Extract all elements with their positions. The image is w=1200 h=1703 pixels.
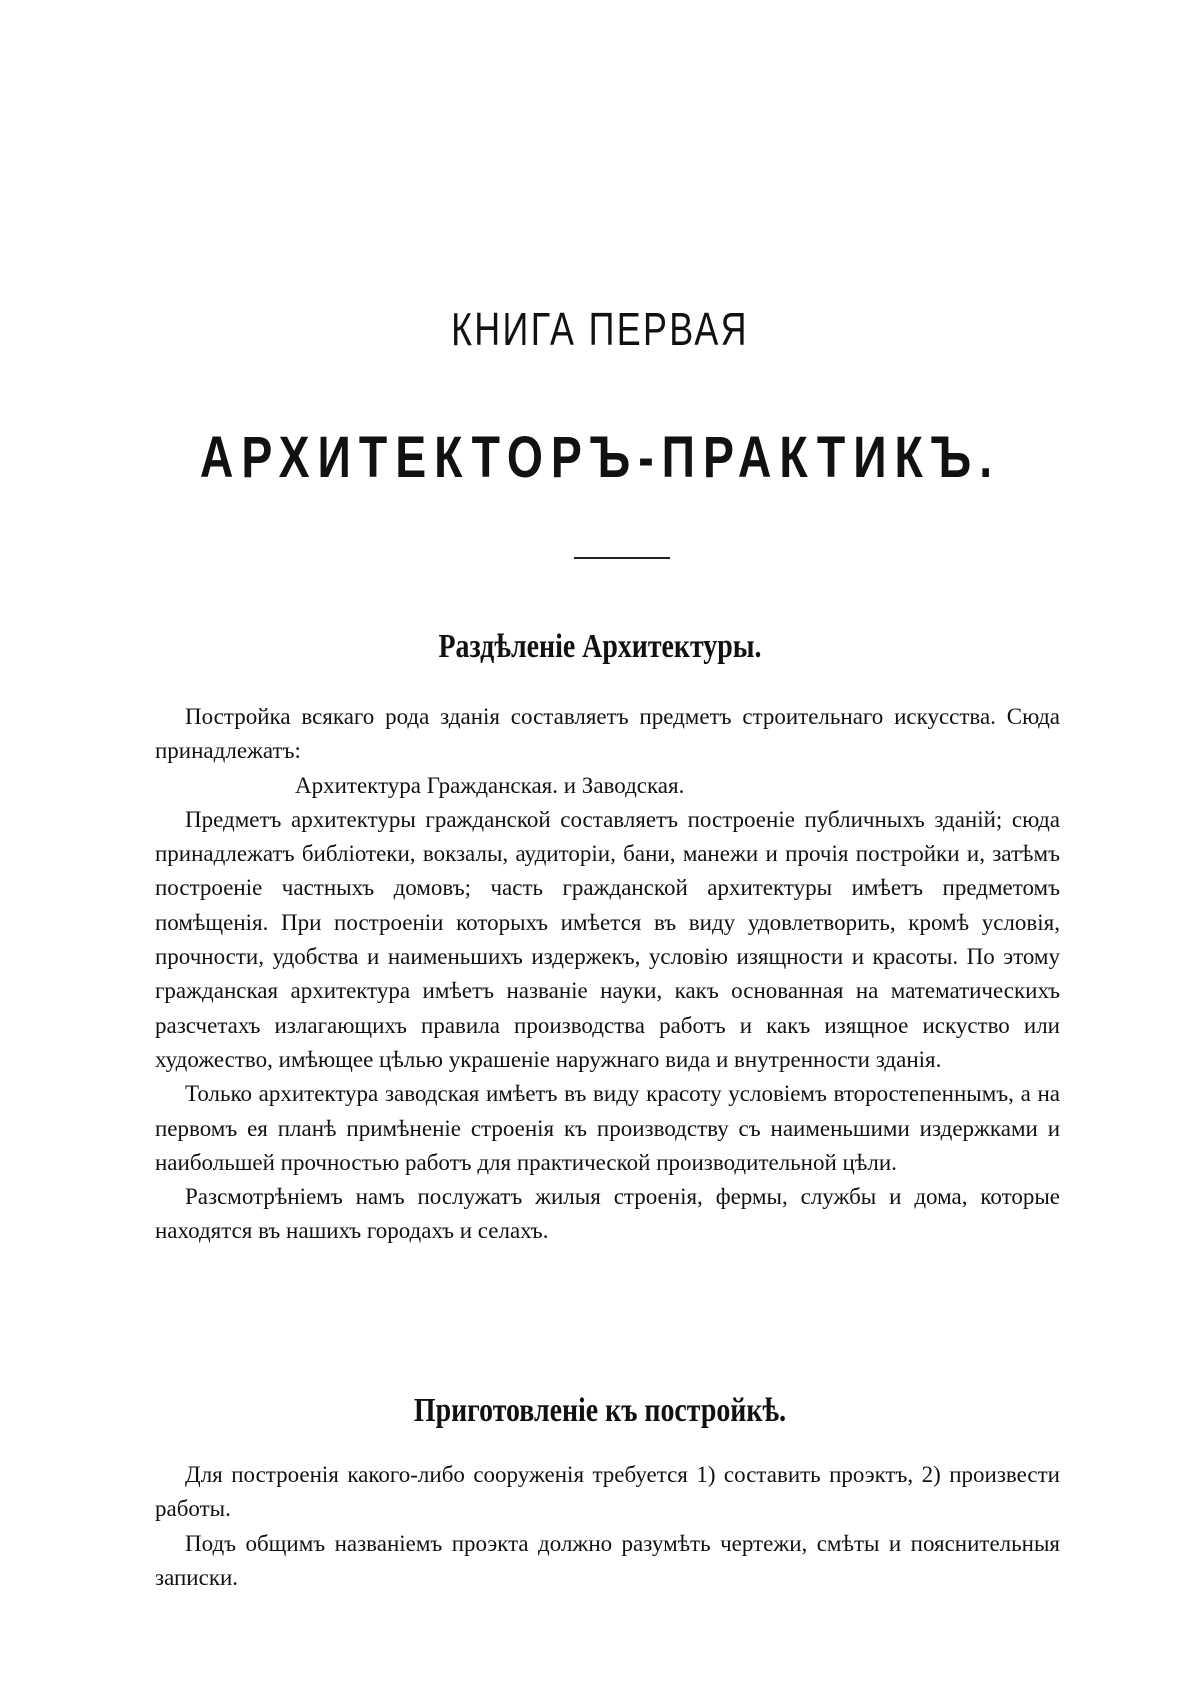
paragraph: Постройка всякаго рода зданія составляетъ предметъ строительнаго искусства. Сюда принадлежатъ: — [155, 704, 1060, 764]
paragraph: Предметъ архитектуры гражданской составляетъ построеніе публичныхъ зданій; сюда принадлежатъ библіотеки, вокзалы, аудиторіи, бани, манежи и прочія постройки и, затѣмъ построеніе частныхъ домовъ; часть гражданской архитектуры имѣетъ предметомъ помѣщенія. При построеніи которыхъ имѣется въ виду удовлетворить, кромѣ условія, прочности, удобства и наименьшихъ издержекъ, условію изящности и красоты. По этому гражданская архитектура имѣетъ названіе науки, какъ основанная на математическихъ разсчетахъ излагающихъ правила производства работъ и какъ изящное искуство или художество, имѣющее цѣлью украшеніе наружнаго вида и внутренности зданія. — [155, 806, 1060, 1072]
section-heading-construction-preparation: Приготовленіе къ постройкѣ. — [413, 1392, 787, 1429]
paragraph: Только архитектура заводская имѣетъ въ виду красоту условіемъ второстепеннымъ, а на первомъ ея планѣ примѣненіе строенія къ производству съ наименьшими издержками и наибольшей прочностью работъ для практической производительной цѣли. — [155, 1081, 1060, 1175]
book-title: АРХИТЕКТОРЪ-ПРАКТИКЪ. — [199, 425, 1001, 490]
paragraph: Разсмотрѣніемъ намъ послужатъ жилыя строенія, фермы, службы и дома, которые находятся въ нашихъ городахъ и селахъ. — [155, 1184, 1060, 1244]
title-divider — [574, 557, 670, 559]
paragraph: Подъ общимъ названіемъ проэкта должно разумѣть чертежи, смѣты и пояснительныя записки. — [155, 1530, 1060, 1590]
section-heading-architecture-division: Раздѣленіе Архитектуры. — [438, 628, 762, 665]
book-part-label: КНИГА ПЕРВАЯ — [451, 303, 749, 355]
section-body-architecture-division — [155, 700, 1060, 1249]
section-body-construction-preparation — [155, 1458, 1060, 1595]
paragraph-architecture-types: Архитектура Гражданская. и Заводская. — [295, 772, 685, 798]
paragraph: Для построенія какого-либо сооруженія требуется 1) составить проэктъ, 2) произвести работы. — [155, 1462, 1060, 1522]
